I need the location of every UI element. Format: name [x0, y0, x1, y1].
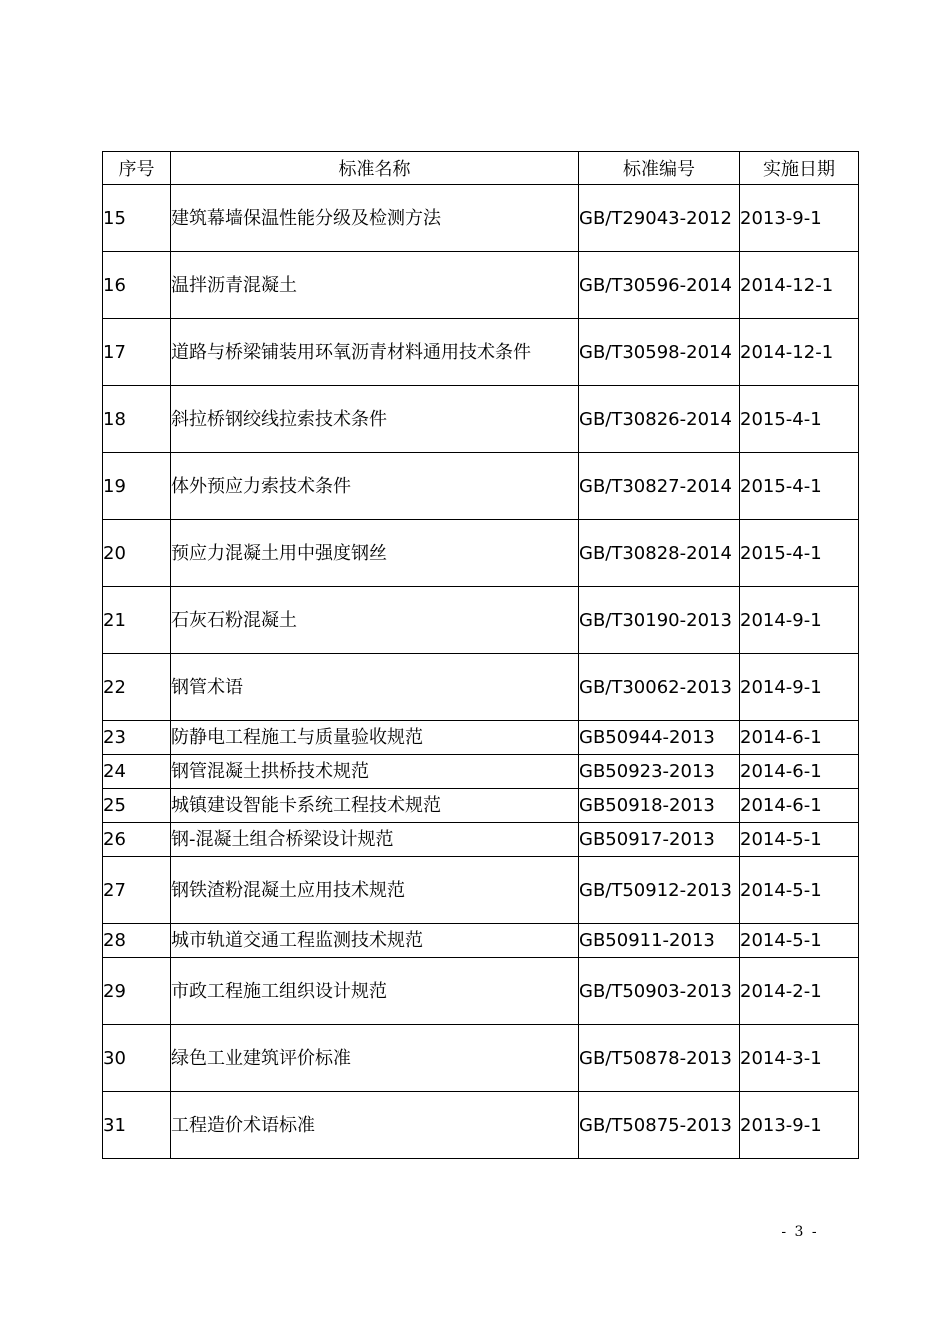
cell-code: GB/T30598-2014 — [579, 319, 740, 386]
cell-date: 2014-5-1 — [740, 857, 859, 924]
cell-date: 2015-4-1 — [740, 520, 859, 587]
cell-name: 工程造价术语标准 — [171, 1092, 579, 1159]
table-row — [103, 823, 859, 857]
cell-seq: 28 — [103, 924, 171, 958]
cell-date: 2014-12-1 — [740, 319, 859, 386]
cell-date: 2014-12-1 — [740, 252, 859, 319]
cell-code: GB/T50903-2013 — [579, 958, 740, 1025]
cell-name: 石灰石粉混凝土 — [171, 587, 579, 654]
table-row — [103, 958, 859, 1025]
cell-date: 2014-9-1 — [740, 654, 859, 721]
table-row — [103, 386, 859, 453]
cell-seq: 25 — [103, 789, 171, 823]
table-row — [103, 924, 859, 958]
cell-code: GB/T50878-2013 — [579, 1025, 740, 1092]
cell-date: 2014-5-1 — [740, 823, 859, 857]
cell-code: GB50918-2013 — [579, 789, 740, 823]
table-row — [103, 185, 859, 252]
cell-code: GB/T30190-2013 — [579, 587, 740, 654]
cell-name: 建筑幕墙保温性能分级及检测方法 — [171, 185, 579, 252]
cell-code: GB50923-2013 — [579, 755, 740, 789]
cell-seq: 26 — [103, 823, 171, 857]
standards-table — [102, 151, 859, 1159]
cell-seq: 29 — [103, 958, 171, 1025]
table-row — [103, 789, 859, 823]
cell-date: 2013-9-1 — [740, 1092, 859, 1159]
cell-date: 2014-5-1 — [740, 924, 859, 958]
cell-date: 2014-6-1 — [740, 755, 859, 789]
cell-seq: 31 — [103, 1092, 171, 1159]
cell-name: 钢管混凝土拱桥技术规范 — [171, 755, 579, 789]
cell-seq: 17 — [103, 319, 171, 386]
table-header-row — [103, 152, 859, 185]
cell-name: 道路与桥梁铺装用环氧沥青材料通用技术条件 — [171, 319, 579, 386]
cell-name: 防静电工程施工与质量验收规范 — [171, 721, 579, 755]
cell-code: GB50911-2013 — [579, 924, 740, 958]
table-body — [103, 185, 859, 1159]
table-row — [103, 587, 859, 654]
cell-name: 钢管术语 — [171, 654, 579, 721]
cell-name: 钢-混凝土组合桥梁设计规范 — [171, 823, 579, 857]
table-row — [103, 453, 859, 520]
table-row — [103, 520, 859, 587]
cell-code: GB/T30827-2014 — [579, 453, 740, 520]
cell-date: 2014-9-1 — [740, 587, 859, 654]
cell-name: 斜拉桥钢绞线拉索技术条件 — [171, 386, 579, 453]
cell-name: 绿色工业建筑评价标准 — [171, 1025, 579, 1092]
cell-seq: 16 — [103, 252, 171, 319]
cell-seq: 18 — [103, 386, 171, 453]
table-row — [103, 654, 859, 721]
page-number: - 3 - — [781, 1224, 819, 1240]
header-seq: 序号 — [103, 152, 171, 185]
header-name: 标准名称 — [171, 152, 579, 185]
table-row — [103, 1025, 859, 1092]
cell-code: GB50944-2013 — [579, 721, 740, 755]
cell-code: GB/T30828-2014 — [579, 520, 740, 587]
cell-code: GB/T29043-2012 — [579, 185, 740, 252]
cell-date: 2014-6-1 — [740, 721, 859, 755]
cell-name: 市政工程施工组织设计规范 — [171, 958, 579, 1025]
cell-seq: 22 — [103, 654, 171, 721]
header-date: 实施日期 — [740, 152, 859, 185]
cell-seq: 19 — [103, 453, 171, 520]
cell-seq: 21 — [103, 587, 171, 654]
header-code: 标准编号 — [579, 152, 740, 185]
cell-name: 体外预应力索技术条件 — [171, 453, 579, 520]
table-row — [103, 755, 859, 789]
cell-name: 城市轨道交通工程监测技术规范 — [171, 924, 579, 958]
table-row — [103, 721, 859, 755]
cell-date: 2014-3-1 — [740, 1025, 859, 1092]
table-row — [103, 857, 859, 924]
cell-date: 2015-4-1 — [740, 453, 859, 520]
cell-name: 城镇建设智能卡系统工程技术规范 — [171, 789, 579, 823]
cell-seq: 24 — [103, 755, 171, 789]
table-row — [103, 252, 859, 319]
cell-code: GB/T50875-2013 — [579, 1092, 740, 1159]
cell-code: GB/T30826-2014 — [579, 386, 740, 453]
cell-date: 2013-9-1 — [740, 185, 859, 252]
table-row — [103, 319, 859, 386]
cell-name: 温拌沥青混凝土 — [171, 252, 579, 319]
cell-seq: 20 — [103, 520, 171, 587]
cell-code: GB50917-2013 — [579, 823, 740, 857]
table-row — [103, 1092, 859, 1159]
cell-seq: 15 — [103, 185, 171, 252]
cell-seq: 30 — [103, 1025, 171, 1092]
cell-seq: 23 — [103, 721, 171, 755]
cell-date: 2014-2-1 — [740, 958, 859, 1025]
cell-date: 2015-4-1 — [740, 386, 859, 453]
cell-name: 预应力混凝土用中强度钢丝 — [171, 520, 579, 587]
cell-code: GB/T30062-2013 — [579, 654, 740, 721]
cell-code: GB/T30596-2014 — [579, 252, 740, 319]
cell-name: 钢铁渣粉混凝土应用技术规范 — [171, 857, 579, 924]
cell-seq: 27 — [103, 857, 171, 924]
cell-code: GB/T50912-2013 — [579, 857, 740, 924]
cell-date: 2014-6-1 — [740, 789, 859, 823]
